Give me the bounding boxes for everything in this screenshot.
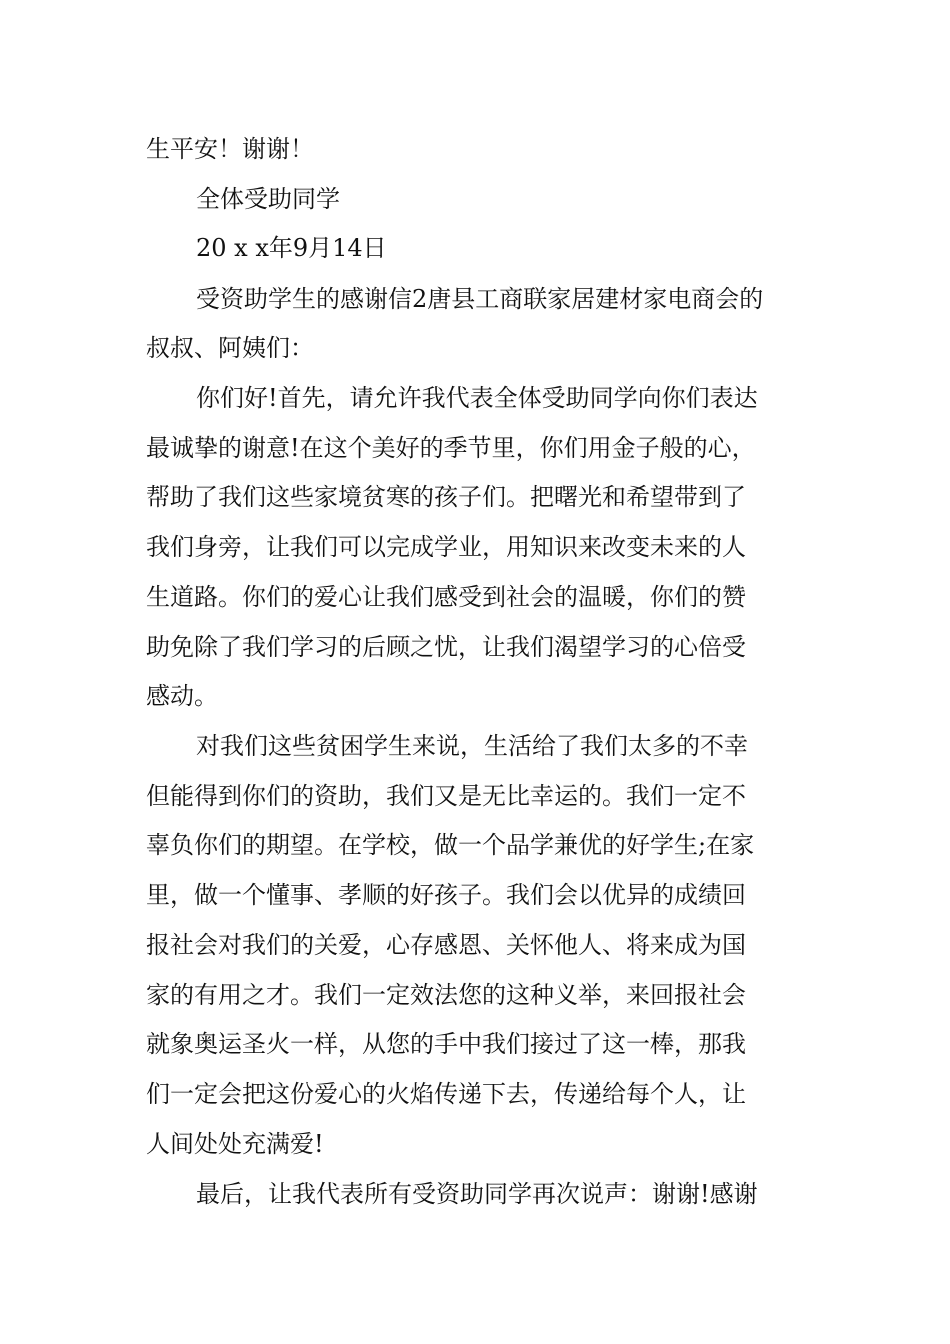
letter-title-line: 受资助学生的感谢信2唐县工商联家居建材家电商会的: [196, 285, 764, 313]
text-line: 人间处处充满爱!: [146, 1130, 324, 1158]
text-line: 生平安！谢谢！: [146, 135, 314, 163]
text-line: 们一定会把这份爱心的火焰传递下去，传递给每个人，让: [146, 1080, 746, 1108]
text-line: 最后，让我代表所有受资助同学再次说声：谢谢!感谢: [196, 1180, 758, 1208]
text-line: 帮助了我们这些家境贫寒的孩子们。把曙光和希望带到了: [146, 483, 746, 511]
text-line: 就象奥运圣火一样，从您的手中我们接过了这一棒，那我: [146, 1030, 746, 1058]
text-line: 家的有用之才。我们一定效法您的这种义举，来回报社会: [146, 981, 746, 1009]
text-line: 对我们这些贫困学生来说，生活给了我们太多的不幸: [196, 732, 748, 760]
text-line: 但能得到你们的资助，我们又是无比幸运的。我们一定不: [146, 782, 746, 810]
text-line: 辜负你们的期望。在学校，做一个品学兼优的好学生;在家: [146, 831, 755, 859]
text-line: 最诚挚的谢意!在这个美好的季节里，你们用金子般的心，: [146, 434, 756, 462]
text-line: 感动。: [146, 682, 218, 710]
date-line: 20 x x年9月14日: [196, 234, 387, 262]
text-line: 里，做一个懂事、孝顺的好孩子。我们会以优异的成绩回: [146, 881, 746, 909]
salutation-line: 叔叔、阿姨们：: [146, 334, 314, 362]
text-line: 我们身旁，让我们可以完成学业，用知识来改变未来的人: [146, 533, 746, 561]
text-line: 你们好!首先，请允许我代表全体受助同学向你们表达: [196, 384, 758, 412]
signature-line: 全体受助同学: [196, 185, 340, 213]
text-line: 助免除了我们学习的后顾之忧，让我们渴望学习的心倍受: [146, 633, 746, 661]
text-line: 生道路。你们的爱心让我们感受到社会的温暖，你们的赞: [146, 583, 746, 611]
text-line: 报社会对我们的关爱，心存感恩、关怀他人、将来成为国: [146, 931, 746, 959]
